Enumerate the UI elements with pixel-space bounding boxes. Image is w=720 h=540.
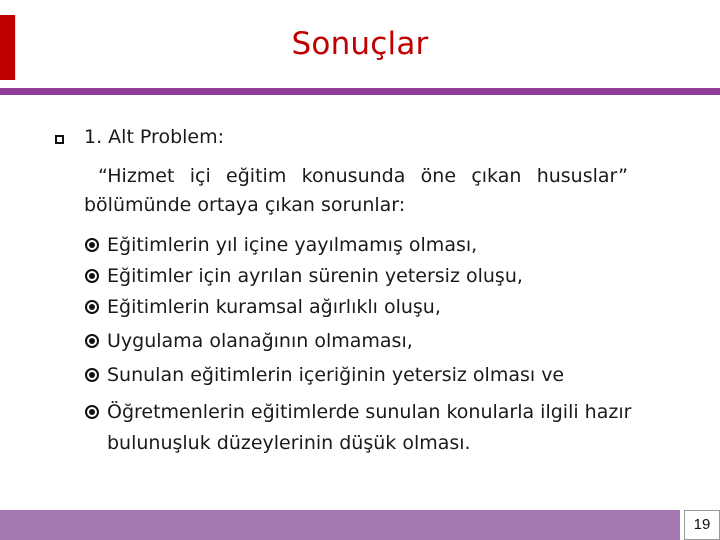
circled-dot-bullet-icon (85, 405, 99, 419)
list-item-text: Uygulama olanağının olmaması, (107, 330, 413, 352)
list-item-continuation: bulunuşluk düzeylerinin düşük olması. (107, 432, 471, 454)
list-item-text: Eğitimler için ayrılan sürenin yetersiz oluşu, (107, 265, 523, 287)
square-bullet-icon (55, 135, 64, 144)
list-item-text: Eğitimlerin kuramsal ağırlıklı oluşu, (107, 296, 441, 318)
circled-dot-bullet-icon (85, 238, 99, 252)
list-item-text: Öğretmenlerin eğitimlerde sunulan konularla ilgili hazır (107, 401, 632, 423)
intro-line: bölümünde ortaya çıkan sorunlar: (84, 194, 406, 216)
circled-dot-bullet-icon (85, 368, 99, 382)
quote-line: “Hizmet içi eğitim konusunda öne çıkan hususlar” (98, 165, 628, 187)
problem-heading: 1. Alt Problem: (84, 126, 225, 148)
footer-bar (0, 510, 680, 540)
list-item-text: Eğitimlerin yıl içine yayılmamış olması, (107, 234, 478, 256)
list-item-text: Sunulan eğitimlerin içeriğinin yetersiz olması ve (107, 364, 565, 386)
circled-dot-bullet-icon (85, 269, 99, 283)
circled-dot-bullet-icon (85, 334, 99, 348)
slide-title: Sonuçlar (291, 26, 429, 62)
page-number: 19 (684, 510, 720, 540)
circled-dot-bullet-icon (85, 300, 99, 314)
